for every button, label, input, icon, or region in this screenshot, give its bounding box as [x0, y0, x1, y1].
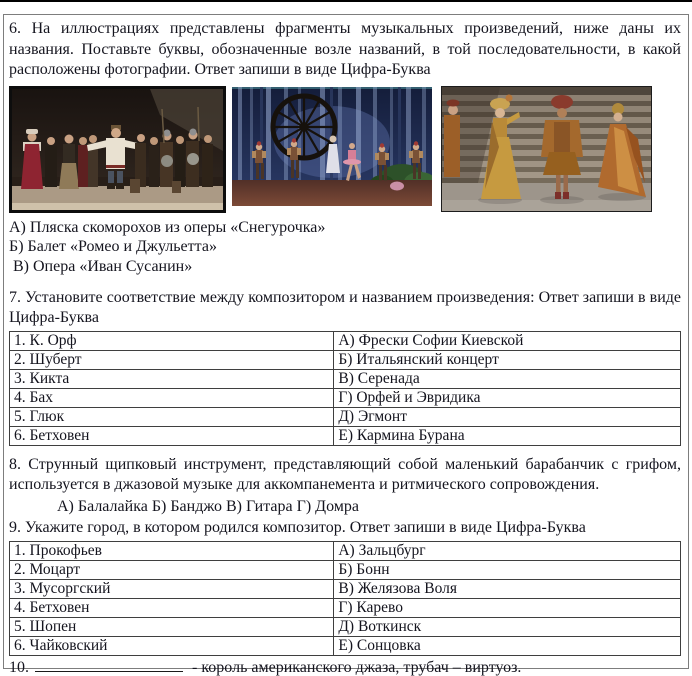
content-frame [3, 14, 689, 676]
work-cell: А) Фрески Софии Киевской [334, 331, 681, 350]
question-10-number: 10. [9, 658, 29, 676]
question-6-options [9, 218, 681, 277]
work-cell: В) Серенада [334, 369, 681, 388]
composer-cell: 3. Мусоргский [10, 579, 334, 598]
table-row [10, 407, 681, 426]
composer-cell: 4. Бах [10, 388, 334, 407]
table-row [10, 579, 681, 598]
question-9-table [9, 541, 681, 656]
composer-cell: 4. Бетховен [10, 598, 334, 617]
question-8-text: 8. Струнный щипковый инструмент, представляющий собой маленький барабанчик с грифом, используется в джазовой музыке для аккомпанемента и ритмического сопровождения. [9, 455, 681, 494]
work-cell: Б) Итальянский концерт [334, 350, 681, 369]
question-8-options: А) Балалайка Б) Банджо В) Гитара Г) Домра [57, 497, 359, 515]
photo-dancers-stairs-scene [441, 86, 652, 212]
table-row [10, 426, 681, 445]
question-10-text: - король американского джаза, трубач – виртуоз. [192, 658, 522, 676]
city-cell: Б) Бонн [334, 560, 681, 579]
option-b: Б) Балет «Ромео и Джульетта» [9, 238, 217, 256]
question-10-blank [35, 660, 183, 672]
composer-cell: 5. Шопен [10, 617, 334, 636]
work-cell: Д) Эгмонт [334, 407, 681, 426]
work-cell: Е) Кармина Бурана [334, 426, 681, 445]
question-7-text: 7. Установите соответствие между композитором и названием произведения: Ответ запиши в виде Цифра-Буква [9, 288, 681, 327]
table-row [10, 560, 681, 579]
question-9-text: 9. Укажите город, в котором родился композитор. Ответ запиши в виде Цифра-Буква [9, 518, 586, 536]
question-10-line [9, 659, 681, 676]
option-a: А) Пляска скоморохов из оперы «Снегурочка» [9, 218, 326, 236]
photo-ballet-wheel-scene [232, 87, 432, 206]
city-cell: Д) Воткинск [334, 617, 681, 636]
composer-cell: 2. Шуберт [10, 350, 334, 369]
city-cell: Г) Карево [334, 598, 681, 617]
golden-dancers-stairs-illustration [442, 87, 651, 211]
table-row [10, 350, 681, 369]
city-cell: В) Желязова Воля [334, 579, 681, 598]
composer-cell: 2. Моцарт [10, 560, 334, 579]
option-v: В) Опера «Иван Сусанин» [13, 257, 193, 275]
table-row [10, 617, 681, 636]
composer-cell: 6. Чайковский [10, 636, 334, 655]
composer-cell: 3. Кикта [10, 369, 334, 388]
table-row [10, 598, 681, 617]
composer-cell: 1. Прокофьев [10, 541, 334, 560]
question-7-table [9, 331, 681, 446]
composer-cell: 1. К. Орф [10, 331, 334, 350]
work-cell: Г) Орфей и Эвридика [334, 388, 681, 407]
photo-opera-crowd-scene [9, 86, 226, 213]
table-row [10, 388, 681, 407]
city-cell: Е) Сонцовка [334, 636, 681, 655]
photo-row [9, 86, 681, 213]
table-row [10, 636, 681, 655]
table-row [10, 331, 681, 350]
ballet-forest-wheel-illustration [232, 87, 432, 206]
table-row [10, 369, 681, 388]
composer-cell: 5. Глюк [10, 407, 334, 426]
opera-crowd-illustration [12, 89, 223, 210]
city-cell: А) Зальцбург [334, 541, 681, 560]
composer-cell: 6. Бетховен [10, 426, 334, 445]
question-6-text: 6. На иллюстрациях представлены фрагменты музыкальных произведений, ниже даны их названия. Поставьте буквы, обозначенные возле названий, в той последовательности, в какой расположены фотографии. Ответ запиши в виде Цифра-Буква [9, 20, 681, 79]
table-row [10, 541, 681, 560]
top-divider [0, 0, 692, 2]
